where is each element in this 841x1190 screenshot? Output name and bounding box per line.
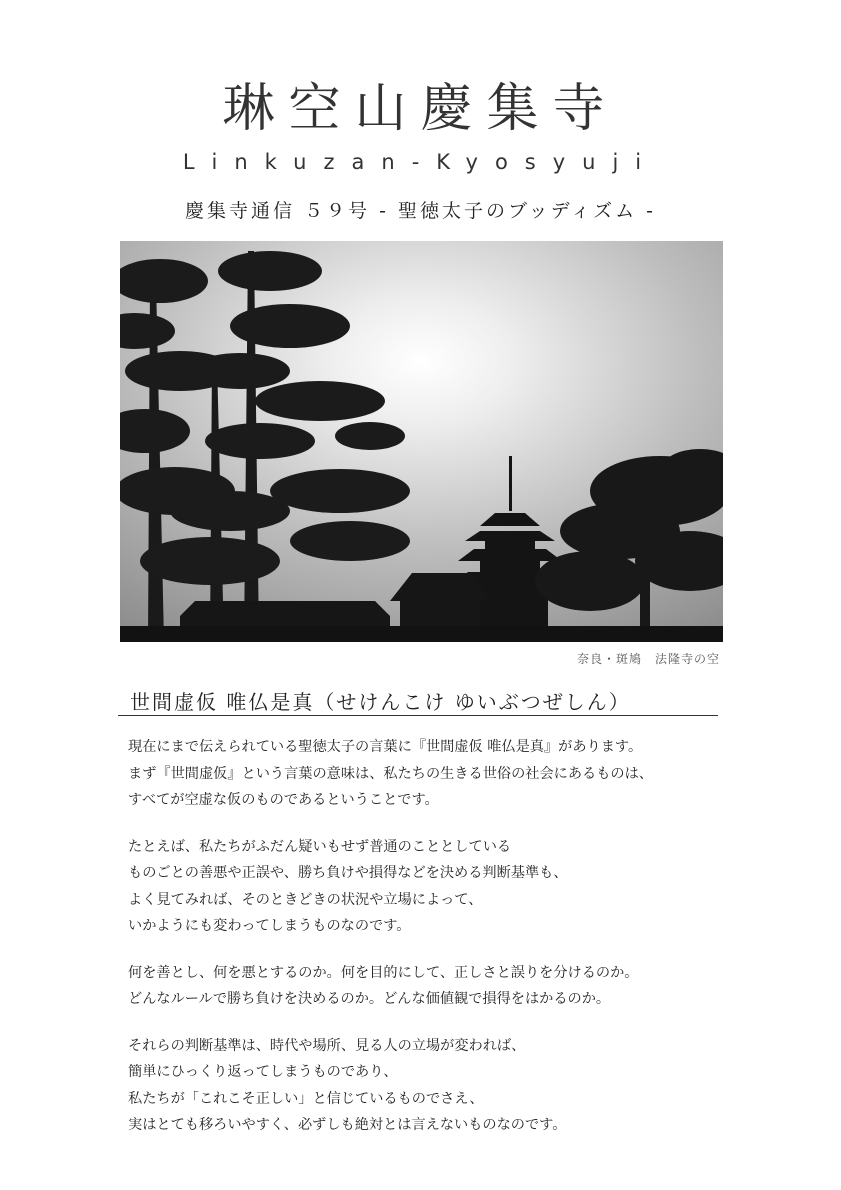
temple-romaji: Linkuzan-Kyosyuji <box>182 150 659 174</box>
paragraph-line: 実はとても移ろいやすく、必ずしも絶対とは言えないものなのです。 <box>128 1117 567 1133</box>
photo-caption: 奈良・斑鳩 法隆寺の空 <box>576 652 720 666</box>
paragraph-line: よく見てみれば、そのときどきの状況や立場によって、 <box>128 891 483 908</box>
photo-horyuji-sky <box>120 241 723 642</box>
paragraph-3 <box>128 960 728 1013</box>
temple-title: 琳空山慶集寺 <box>222 79 619 139</box>
paragraph-line: ものごとの善悪や正誤や、勝ち負けや損得などを決める判断基準も、 <box>128 865 568 881</box>
paragraph-line: たとえば、私たちがふだん疑いもせず普通のこととしている <box>128 838 512 855</box>
paragraph-line: いかようにも変わってしまうものなのです。 <box>128 918 411 934</box>
heading-divider <box>118 715 718 716</box>
paragraph-line: まず『世間虚仮』という言葉の意味は、私たちの生きる世俗の社会にあるものは、 <box>128 765 653 782</box>
paragraph-line: どんなルールで勝ち負けを決めるのか。どんな価値観で損得をはかるのか。 <box>128 991 611 1007</box>
paragraph-line: それらの判断基準は、時代や場所、見る人の立場が変われば、 <box>128 1037 526 1054</box>
paragraph-4 <box>128 1033 728 1139</box>
newsletter-subtitle: 慶集寺通信 ５９号 - 聖徳太子のブッディズム - <box>184 200 657 222</box>
paragraph-line: すべてが空虚な仮のものであるということです。 <box>128 792 439 808</box>
paragraph-line: 私たちが「これこそ正しい」と信じているものでさえ、 <box>128 1090 484 1107</box>
paragraph-line: 現在にまで伝えられている聖徳太子の言葉に『世間虚仮 唯仏是真』があります。 <box>128 739 643 755</box>
paragraph-line: 簡単にひっくり返ってしまうものであり、 <box>128 1064 398 1080</box>
paragraph-line: 何を善とし、何を悪とするのか。何を目的にして、正しさと誤りを分けるのか。 <box>128 964 639 981</box>
article-body <box>128 734 728 1159</box>
section-heading: 世間虚仮 唯仏是真（せけんこけ ゆいぶつぜしん） <box>130 690 631 714</box>
paragraph-2 <box>128 834 728 940</box>
paragraph-1 <box>128 734 728 814</box>
